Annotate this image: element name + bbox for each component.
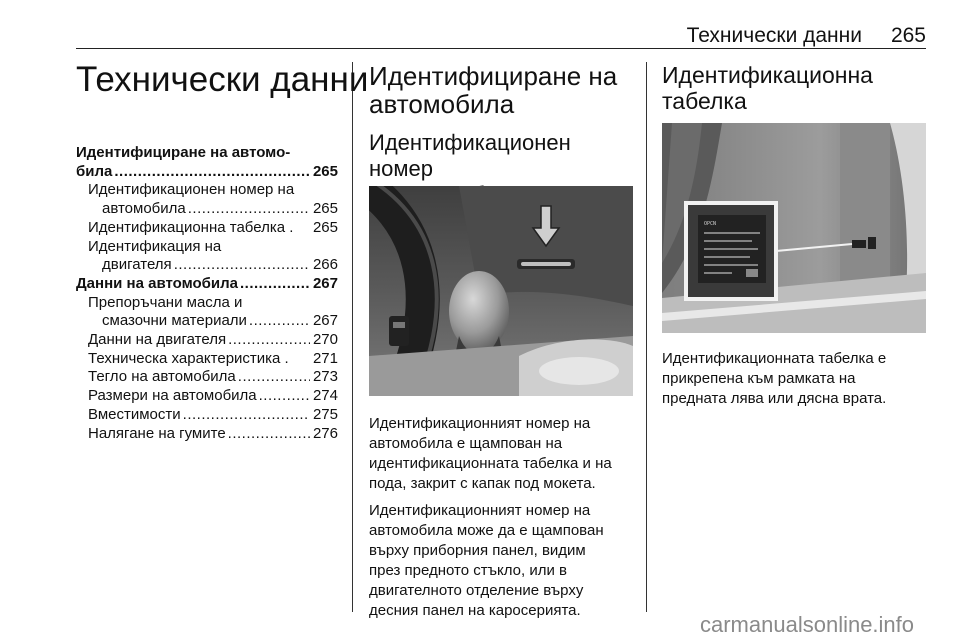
table-of-contents <box>76 144 338 443</box>
toc-dot-leader <box>174 256 310 275</box>
toc-entry-capacities[interactable] <box>76 406 338 425</box>
toc-dot-leader <box>238 368 310 387</box>
section-heading: Идентифициране на автомобила <box>369 61 618 119</box>
toc-entry-label: била <box>76 162 113 180</box>
toc-entry-label: Идентификационна табелка . <box>88 218 294 236</box>
toc-dot-leader <box>183 406 310 425</box>
section-heading: Идентификационна табелка <box>662 62 873 114</box>
toc-entry-label: Вместимости <box>88 405 181 423</box>
running-header-title: Технически данни <box>686 24 862 47</box>
toc-page-number: 275 <box>312 405 338 423</box>
toc-page-number: 276 <box>312 424 338 442</box>
toc-entry-tyre-pressure[interactable] <box>76 425 338 444</box>
toc-page-number: 273 <box>312 368 338 386</box>
paragraph-vin-dashboard: Идентификационният номер на автомобила може да е щампован върху приборния панел, видим през предното стъкло, или в двигателното отделение върху десния панел на каросерията. <box>369 502 604 619</box>
toc-entry-id-plate[interactable] <box>76 219 338 238</box>
paragraph-vin-location: Идентификационният номер на автомобила е щампован на идентификационната табелка и на пода, закрит с капак под мокета. <box>369 415 612 492</box>
toc-entry-engine-id-line1[interactable]: Идентификация на <box>88 237 222 255</box>
toc-page-number: 265 <box>312 218 338 236</box>
plate-text: OPCN <box>704 221 717 227</box>
door-frame-photo <box>662 123 926 333</box>
toc-entry-label: двигателя <box>102 256 172 274</box>
toc-page-number: 265 <box>312 200 338 218</box>
toc-page-number: 267 <box>312 312 338 330</box>
toc-page-number: 270 <box>312 331 338 349</box>
toc-entry-vin[interactable] <box>76 200 338 219</box>
header-rule <box>76 48 926 49</box>
toc-entry-label: автомобила <box>102 200 186 218</box>
toc-entry-label: Техническа характеристика . <box>88 349 289 367</box>
toc-entry-vehicle-id-line1[interactable]: Идентифициране на автомо- <box>76 144 291 161</box>
subsection-heading: Идентификационен номер <box>369 130 571 181</box>
toc-page-number: 265 <box>312 162 338 180</box>
toc-page-number: 266 <box>312 256 338 274</box>
toc-entry-oils-line1[interactable]: Препоръчани масла и <box>88 293 243 311</box>
vehicle-id-text <box>369 414 635 621</box>
toc-entry-oils[interactable] <box>76 312 338 331</box>
toc-entry-vin-line1[interactable]: Идентификационен номер на <box>88 181 295 199</box>
toc-dot-leader <box>114 163 310 182</box>
toc-entry-label: Тегло на автомобила <box>88 368 236 386</box>
toc-entry-label: Данни на двигателя <box>88 331 227 349</box>
toc-page-number: 274 <box>312 387 338 405</box>
toc-entry-engine-id[interactable] <box>76 256 338 275</box>
chapter-title: Технически данни <box>76 60 369 99</box>
toc-entry-vehicle-id[interactable] <box>76 163 338 182</box>
toc-entry-label: смазочни материали <box>102 312 247 330</box>
column-divider <box>352 62 353 612</box>
gear-lever-photo <box>369 186 633 396</box>
toc-entry-label: Данни на автомобила <box>76 274 239 292</box>
toc-dot-leader <box>228 425 310 444</box>
toc-dot-leader <box>240 275 310 294</box>
toc-dot-leader <box>249 312 310 331</box>
column-divider <box>646 62 647 612</box>
page-number: 265 <box>890 24 926 47</box>
toc-page-number: 271 <box>312 349 338 367</box>
toc-entry-label: Налягане на гумите <box>88 424 226 442</box>
toc-entry-vehicle-data[interactable] <box>76 275 338 294</box>
toc-dot-leader <box>259 387 310 406</box>
toc-entry-label: Размери на автомобила <box>88 387 257 405</box>
id-plate-section <box>662 62 928 114</box>
toc-entry-dimensions[interactable] <box>76 387 338 406</box>
toc-dot-leader <box>188 200 310 219</box>
site-watermark: carmanualsonline.info <box>700 612 915 637</box>
toc-entry-engine-data[interactable] <box>76 331 338 350</box>
id-plate-caption <box>662 349 928 409</box>
toc-dot-leader <box>228 331 310 350</box>
toc-entry-performance[interactable] <box>76 350 338 369</box>
paragraph-plate-location: Идентификационната табелка е прикрепена към рамката на предната лява или дясна врата. <box>662 350 887 407</box>
toc-page-number: 267 <box>312 274 338 292</box>
toc-entry-weight[interactable] <box>76 368 338 387</box>
